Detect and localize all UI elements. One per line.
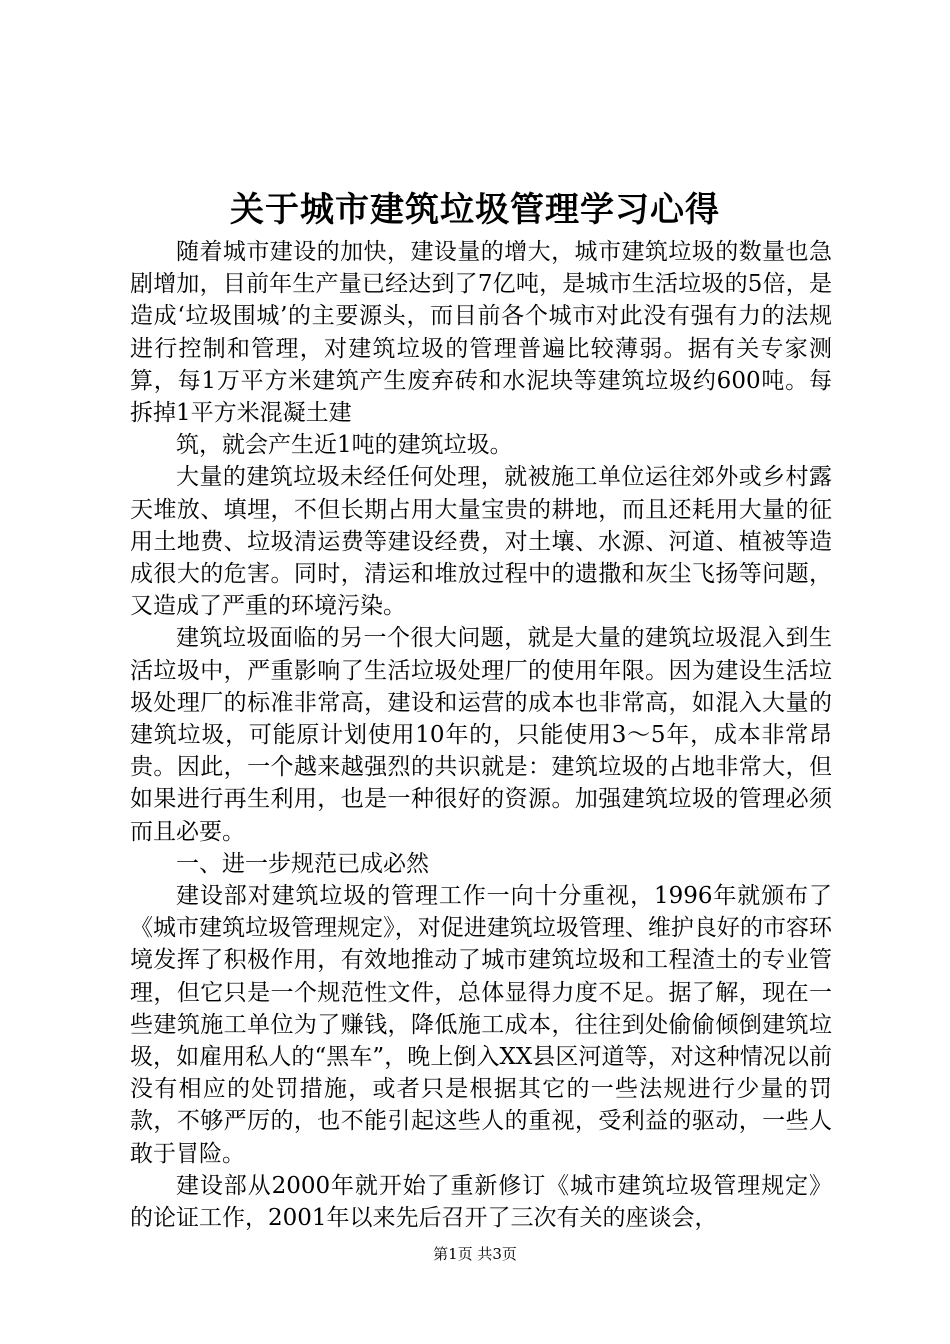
paragraph: 建设部从2000年就开始了重新修订《城市建筑垃圾管理规定》的论证工作，2001年以来先后召开了三次有关的座谈会， (130, 1172, 832, 1232)
paragraph: 建设部对建筑垃圾的管理工作一向十分重视，1996年就颁布了《城市建筑垃圾管理规定》，对促进建筑垃圾管理、维护良好的市容环境发挥了积极作用，有效地推动了城市建筑垃圾和工程渣土的专业管理，但它只是一个规范性文件，总体显得力度不足。据了解，现在一些建筑施工单位为了赚钱，降低施工成本，往往到处偷偷倾倒建筑垃圾，如雇用私人的“黑车”，晚上倒入XX县区河道等，对这种情况以前没有相应的处罚措施，或者只是根据其它的一些法规进行少量的罚款，不够严厉的，也不能引起这些人的重视，受利益的驱动，一些人敢于冒险。 (130, 883, 832, 1167)
paragraph: 筑，就会产生近1吨的建筑垃圾。 (176, 432, 513, 459)
document-title: 关于城市建筑垃圾管理学习心得 (230, 190, 720, 230)
section-heading: 一、进一步规范已成必然 (176, 850, 429, 877)
page-footer: 第1页 共3页 (433, 1245, 517, 1263)
paragraph: 大量的建筑垃圾未经任何处理，就被施工单位运往郊外或乡村露天堆放、填埋，不但长期占用大量宝贵的耕地，而且还耗用大量的征用土地费、垃圾清运费等建设经费，对土壤、水源、河道、植被等造成很大的危害。同时，清运和堆放过程中的遗撒和灰尘飞扬等问题，又造成了严重的环境污染。 (130, 464, 832, 620)
paragraph: 建筑垃圾面临的另一个很大问题，就是大量的建筑垃圾混入到生活垃圾中，严重影响了生活垃圾处理厂的使用年限。因为建设生活垃圾处理厂的标准非常高，建设和运营的成本也非常高，如混入大量的建筑垃圾，可能原计划使用10年的，只能使用3～5年，成本非常昂贵。因此，一个越来越强烈的共识就是：建筑垃圾的占地非常大，但如果进行再生利用，也是一种很好的资源。加强建筑垃圾的管理必须而且必要。 (130, 625, 832, 845)
paragraph: 随着城市建设的加快，建设量的增大，城市建筑垃圾的数量也急剧增加，目前年生产量已经达到了7亿吨，是城市生活垃圾的5倍，是造成‘垃圾围城’的主要源头，而目前各个城市对此没有强有力的法规进行控制和管理，对建筑垃圾的管理普遍比较薄弱。据有关专家测算，每1万平方米建筑产生废弃砖和水泥块等建筑垃圾约600吨。每拆掉1平方米混凝土建 (130, 239, 832, 427)
document-body (130, 236, 832, 1234)
